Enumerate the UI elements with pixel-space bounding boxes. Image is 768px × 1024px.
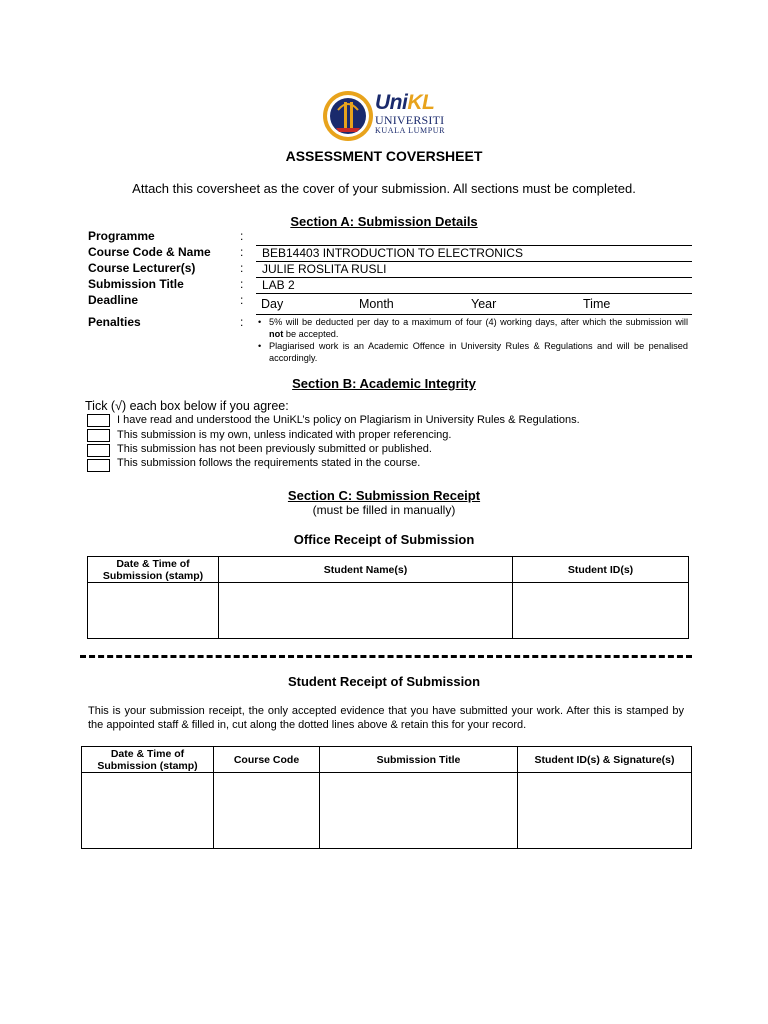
col-header-date-time: Date & Time of Submission (stamp) — [82, 747, 214, 773]
penalties-list — [258, 317, 688, 365]
deadline-colon: : — [240, 293, 244, 307]
table-header-row — [88, 557, 689, 583]
brand-city-text: KUALA LUMPUR — [375, 126, 446, 135]
integrity-item-4: This submission follows the requirements stated in the course. — [117, 457, 421, 469]
unikl-crest-icon — [322, 88, 376, 144]
brand-university-text: UNIVERSITI — [375, 113, 445, 127]
course-value[interactable]: BEB14403 INTRODUCTION TO ELECTRONICS — [262, 246, 523, 260]
col-header-date-time: Date & Time of Submission (stamp) — [88, 557, 219, 583]
lecturer-value[interactable]: JULIE ROSLITA RUSLI — [262, 262, 387, 276]
integrity-checkbox-1[interactable] — [87, 414, 110, 427]
office-receipt-table — [87, 556, 689, 639]
brand-uni-text: Uni — [375, 91, 408, 114]
col-header-id-signature: Student ID(s) & Signature(s) — [518, 747, 692, 773]
office-receipt-title: Office Receipt of Submission — [293, 532, 475, 547]
brand-kl-text: KL — [407, 91, 435, 114]
lecturer-colon: : — [240, 261, 244, 275]
intro-text: Attach this coversheet as the cover of your submission. All sections must be completed. — [132, 181, 636, 196]
penalty-1-text-b: be accepted. — [283, 328, 339, 339]
deadline-time-label: Time — [583, 297, 611, 311]
office-ids-cell[interactable] — [513, 583, 689, 639]
col-header-student-names: Student Name(s) — [219, 557, 513, 583]
penalty-item: • Plagiarised work is an Academic Offence in University Rules & Regulations and will be penalised accordingly. — [258, 341, 688, 364]
student-course-cell[interactable] — [214, 773, 320, 849]
course-colon: : — [240, 245, 244, 259]
table-row — [88, 583, 689, 639]
submission-title-colon: : — [240, 277, 244, 291]
integrity-item-2: This submission is my own, unless indicated with proper referencing. — [117, 429, 452, 441]
deadline-underline — [256, 314, 692, 315]
student-title-cell[interactable] — [320, 773, 518, 849]
section-b-heading: Section B: Academic Integrity — [292, 376, 476, 391]
deadline-year-label: Year — [471, 297, 497, 311]
programme-label: Programme — [88, 229, 155, 243]
col-header-submission-title: Submission Title — [320, 747, 518, 773]
table-row — [82, 773, 692, 849]
deadline-day-label: Day — [261, 297, 284, 311]
penalty-1-text-a: 5% will be deducted per day to a maximum of four (4) working days, after which the submission will — [269, 317, 688, 327]
student-receipt-text: This is your submission receipt, the only accepted evidence that you have submitted your work. After this is stamped by the appointed staff & filled in, cut along the dotted lines above & retain this for your record. — [88, 705, 684, 731]
student-signature-cell[interactable] — [518, 773, 692, 849]
office-date-cell[interactable] — [88, 583, 219, 639]
penalties-colon: : — [240, 315, 244, 329]
lecturer-underline — [256, 277, 692, 278]
page-title: ASSESSMENT COVERSHEET — [285, 148, 483, 164]
office-names-cell[interactable] — [219, 583, 513, 639]
col-header-course-code: Course Code — [214, 747, 320, 773]
cut-line — [80, 655, 692, 658]
course-label: Course Code & Name — [88, 245, 211, 259]
section-c-heading: Section C: Submission Receipt — [287, 488, 481, 503]
integrity-checkbox-3[interactable] — [87, 444, 110, 457]
brand-wordmark — [375, 92, 434, 114]
deadline-label: Deadline — [88, 293, 139, 307]
tick-intro: Tick (√) each box below if you agree: — [85, 399, 289, 413]
student-date-cell[interactable] — [82, 773, 214, 849]
integrity-item-3: This submission has not been previously submitted or published. — [117, 443, 432, 455]
col-header-student-ids: Student ID(s) — [513, 557, 689, 583]
deadline-month-label: Month — [359, 297, 394, 311]
section-a-heading: Section A: Submission Details — [290, 214, 478, 229]
student-receipt-table — [81, 746, 692, 849]
student-receipt-title: Student Receipt of Submission — [287, 674, 481, 689]
integrity-item-1: I have read and understood the UniKL’s policy on Plagiarism in University Rules & Regulations. — [117, 414, 580, 426]
integrity-checkbox-2[interactable] — [87, 429, 110, 442]
penalties-label: Penalties — [88, 315, 141, 329]
penalty-item — [258, 317, 688, 340]
title-underline — [256, 293, 692, 294]
table-header-row — [82, 747, 692, 773]
submission-title-value[interactable]: LAB 2 — [262, 278, 295, 292]
penalty-1-bold: not — [269, 328, 284, 339]
lecturer-label: Course Lecturer(s) — [88, 261, 196, 275]
section-c-subheading: (must be filled in manually) — [312, 503, 456, 517]
submission-title-label: Submission Title — [88, 277, 184, 291]
integrity-checkbox-4[interactable] — [87, 459, 110, 472]
programme-colon: : — [240, 229, 244, 243]
